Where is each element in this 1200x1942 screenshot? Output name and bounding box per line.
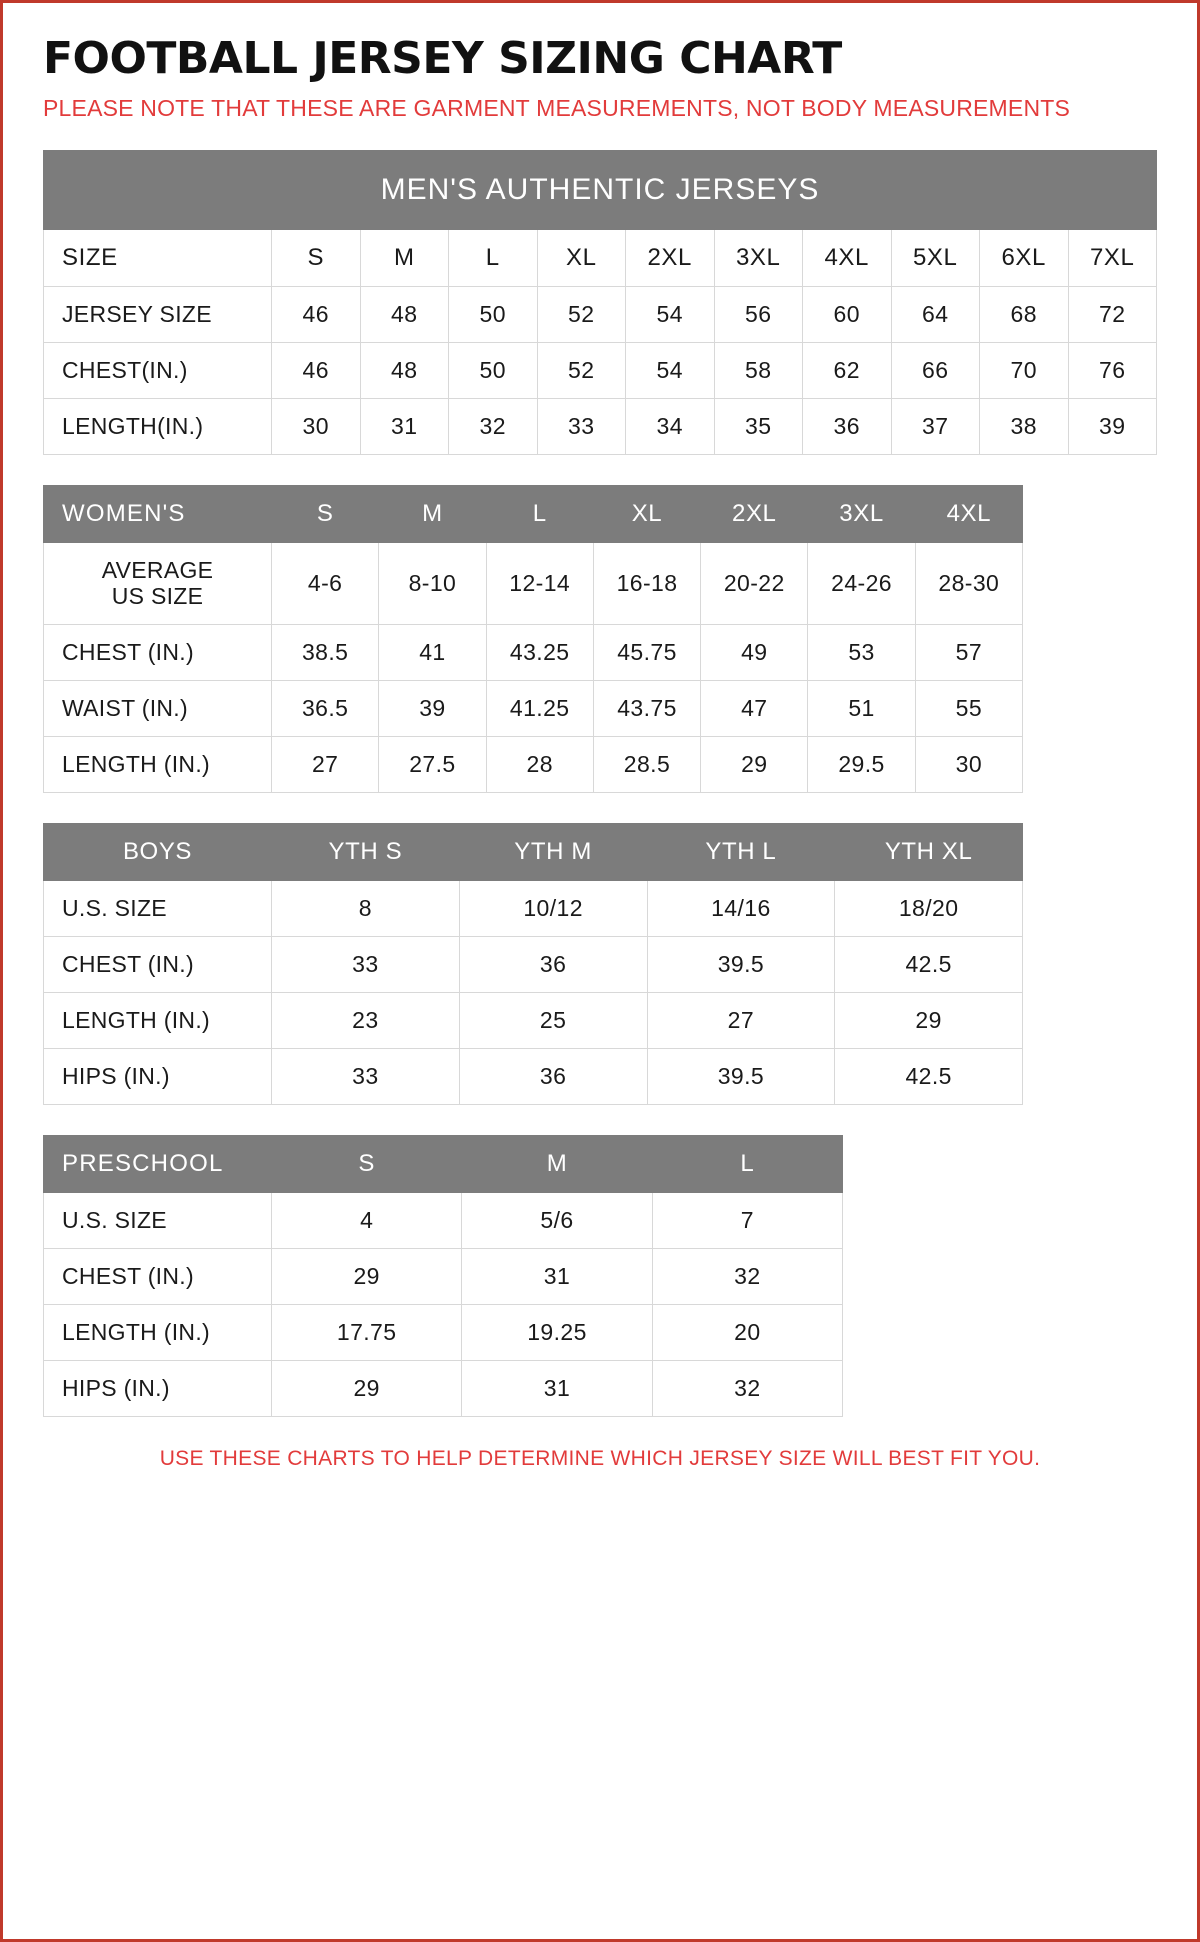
table-cell: 42.5	[835, 1048, 1023, 1104]
table-row	[44, 1304, 843, 1360]
table-cell: 14/16	[647, 880, 835, 936]
table-cell: 58	[714, 342, 803, 398]
table-cell: 43.25	[486, 624, 593, 680]
table-cell: 29	[272, 1360, 462, 1416]
table-row	[44, 398, 1157, 454]
table-cell: 7	[652, 1192, 842, 1248]
table-cell: 39	[379, 680, 486, 736]
womens-jerseys-table	[43, 485, 1023, 793]
table-cell: 39	[1068, 398, 1157, 454]
mens-size-4xl: 4XL	[803, 229, 892, 286]
table-cell: 8	[272, 880, 460, 936]
table-cell: 76	[1068, 342, 1157, 398]
table-row	[44, 342, 1157, 398]
table-cell: 50	[449, 342, 538, 398]
table-cell: 39.5	[647, 936, 835, 992]
table-cell: 30	[272, 398, 361, 454]
table-cell: 18/20	[835, 880, 1023, 936]
footer-note: USE THESE CHARTS TO HELP DETERMINE WHICH JERSEY SIZE WILL BEST FIT YOU.	[159, 1446, 1041, 1470]
womens-size-l: L	[486, 485, 593, 542]
table-cell: 29	[272, 1248, 462, 1304]
label-line-2: US SIZE	[111, 583, 204, 610]
mens-authentic-jerseys-table	[43, 150, 1157, 455]
table-cell: 28	[486, 736, 593, 792]
table-cell: 39.5	[647, 1048, 835, 1104]
table-cell: 24-26	[808, 542, 915, 624]
table-cell: 33	[537, 398, 626, 454]
table-cell: 41	[379, 624, 486, 680]
table-cell: 42.5	[835, 936, 1023, 992]
table-cell: 31	[462, 1248, 652, 1304]
table-cell: 55	[915, 680, 1022, 736]
boys-size-yth-s: YTH S	[272, 823, 460, 880]
mens-size-xl: XL	[537, 229, 626, 286]
mens-size-3xl: 3XL	[714, 229, 803, 286]
table-cell: 4	[272, 1192, 462, 1248]
table-cell: 36	[803, 398, 892, 454]
boys-row-label-chest: CHEST (IN.)	[44, 936, 272, 992]
table-row	[44, 680, 1023, 736]
table-cell: 28-30	[915, 542, 1022, 624]
table-cell: 36	[459, 936, 647, 992]
table-cell: 50	[449, 286, 538, 342]
mens-header-label: SIZE	[44, 229, 272, 286]
table-cell: 43.75	[593, 680, 700, 736]
table-row	[44, 624, 1023, 680]
womens-row-label-length: LENGTH (IN.)	[44, 736, 272, 792]
womens-row-label-average-us-size	[44, 542, 272, 624]
table-row	[44, 1248, 843, 1304]
boys-row-label-hips: HIPS (IN.)	[44, 1048, 272, 1104]
table-cell: 41.25	[486, 680, 593, 736]
preschool-size-s: S	[272, 1135, 462, 1192]
mens-row-label-length: LENGTH(IN.)	[44, 398, 272, 454]
preschool-jerseys-table	[43, 1135, 843, 1417]
table-cell: 33	[272, 936, 460, 992]
womens-size-2xl: 2XL	[701, 485, 808, 542]
table-row	[44, 736, 1023, 792]
table-cell: 66	[891, 342, 980, 398]
table-cell: 5/6	[462, 1192, 652, 1248]
table-cell: 36	[459, 1048, 647, 1104]
table-cell: 19.25	[462, 1304, 652, 1360]
boys-header-row	[44, 823, 1023, 880]
label-line-1: AVERAGE	[101, 556, 214, 583]
table-cell: 29	[701, 736, 808, 792]
preschool-row-label-hips: HIPS (IN.)	[44, 1360, 272, 1416]
table-cell: 36.5	[272, 680, 379, 736]
mens-size-s: S	[272, 229, 361, 286]
womens-size-xl: XL	[593, 485, 700, 542]
table-cell: 46	[272, 286, 361, 342]
womens-header-label: WOMEN'S	[44, 485, 272, 542]
womens-row-label-chest: CHEST (IN.)	[44, 624, 272, 680]
preschool-size-l: L	[652, 1135, 842, 1192]
table-cell: 20	[652, 1304, 842, 1360]
mens-header-row	[44, 229, 1157, 286]
mens-table-title-row	[44, 150, 1157, 229]
womens-header-row	[44, 485, 1023, 542]
table-cell: 17.75	[272, 1304, 462, 1360]
womens-size-4xl: 4XL	[915, 485, 1022, 542]
boys-header-label: BOYS	[44, 823, 272, 880]
table-cell: 31	[360, 398, 449, 454]
table-cell: 32	[652, 1360, 842, 1416]
table-cell: 23	[272, 992, 460, 1048]
table-cell: 28.5	[593, 736, 700, 792]
page-title: FOOTBALL JERSEY SIZING CHART	[43, 33, 842, 84]
table-cell: 54	[626, 342, 715, 398]
table-row	[44, 1192, 843, 1248]
boys-row-label-us-size: U.S. SIZE	[44, 880, 272, 936]
table-row	[44, 936, 1023, 992]
table-cell: 20-22	[701, 542, 808, 624]
table-cell: 31	[462, 1360, 652, 1416]
mens-size-l: L	[449, 229, 538, 286]
table-cell: 60	[803, 286, 892, 342]
mens-size-2xl: 2XL	[626, 229, 715, 286]
table-cell: 35	[714, 398, 803, 454]
womens-size-m: M	[379, 485, 486, 542]
mens-size-6xl: 6XL	[980, 229, 1069, 286]
table-cell: 38.5	[272, 624, 379, 680]
measurement-note: PLEASE NOTE THAT THESE ARE GARMENT MEASUREMENTS, NOT BODY MEASUREMENTS	[43, 95, 1071, 121]
table-cell: 62	[803, 342, 892, 398]
preschool-header-label: PRESCHOOL	[44, 1135, 272, 1192]
table-cell: 32	[449, 398, 538, 454]
mens-row-label-chest: CHEST(IN.)	[44, 342, 272, 398]
mens-size-5xl: 5XL	[891, 229, 980, 286]
mens-row-label-jersey-size: JERSEY SIZE	[44, 286, 272, 342]
table-cell: 49	[701, 624, 808, 680]
table-cell: 57	[915, 624, 1022, 680]
table-cell: 37	[891, 398, 980, 454]
preschool-row-label-chest: CHEST (IN.)	[44, 1248, 272, 1304]
table-row	[44, 992, 1023, 1048]
table-cell: 27	[647, 992, 835, 1048]
table-cell: 56	[714, 286, 803, 342]
table-row	[44, 1360, 843, 1416]
table-cell: 4-6	[272, 542, 379, 624]
table-cell: 64	[891, 286, 980, 342]
table-cell: 68	[980, 286, 1069, 342]
table-cell: 29.5	[808, 736, 915, 792]
table-cell: 29	[835, 992, 1023, 1048]
table-cell: 72	[1068, 286, 1157, 342]
preschool-row-label-length: LENGTH (IN.)	[44, 1304, 272, 1360]
table-cell: 46	[272, 342, 361, 398]
boys-size-yth-l: YTH L	[647, 823, 835, 880]
table-cell: 27	[272, 736, 379, 792]
table-cell: 48	[360, 286, 449, 342]
womens-size-s: S	[272, 485, 379, 542]
boys-size-yth-xl: YTH XL	[835, 823, 1023, 880]
table-cell: 34	[626, 398, 715, 454]
table-cell: 33	[272, 1048, 460, 1104]
preschool-header-row	[44, 1135, 843, 1192]
mens-table-title: MEN'S AUTHENTIC JERSEYS	[44, 150, 1157, 229]
table-cell: 45.75	[593, 624, 700, 680]
table-row	[44, 880, 1023, 936]
preschool-size-m: M	[462, 1135, 652, 1192]
preschool-row-label-us-size: U.S. SIZE	[44, 1192, 272, 1248]
table-cell: 48	[360, 342, 449, 398]
boys-row-label-length: LENGTH (IN.)	[44, 992, 272, 1048]
table-cell: 12-14	[486, 542, 593, 624]
table-cell: 8-10	[379, 542, 486, 624]
table-cell: 54	[626, 286, 715, 342]
table-cell: 38	[980, 398, 1069, 454]
boys-jerseys-table	[43, 823, 1023, 1105]
table-cell: 70	[980, 342, 1069, 398]
table-cell: 53	[808, 624, 915, 680]
womens-size-3xl: 3XL	[808, 485, 915, 542]
table-row	[44, 542, 1023, 624]
table-row	[44, 1048, 1023, 1104]
boys-size-yth-m: YTH M	[459, 823, 647, 880]
table-cell: 32	[652, 1248, 842, 1304]
table-cell: 52	[537, 286, 626, 342]
mens-size-7xl: 7XL	[1068, 229, 1157, 286]
table-cell: 25	[459, 992, 647, 1048]
sizing-chart-page	[3, 3, 1197, 1499]
table-cell: 47	[701, 680, 808, 736]
table-cell: 30	[915, 736, 1022, 792]
table-row	[44, 286, 1157, 342]
table-cell: 51	[808, 680, 915, 736]
table-cell: 10/12	[459, 880, 647, 936]
table-cell: 52	[537, 342, 626, 398]
womens-row-label-waist: WAIST (IN.)	[44, 680, 272, 736]
mens-size-m: M	[360, 229, 449, 286]
table-cell: 27.5	[379, 736, 486, 792]
table-cell: 16-18	[593, 542, 700, 624]
